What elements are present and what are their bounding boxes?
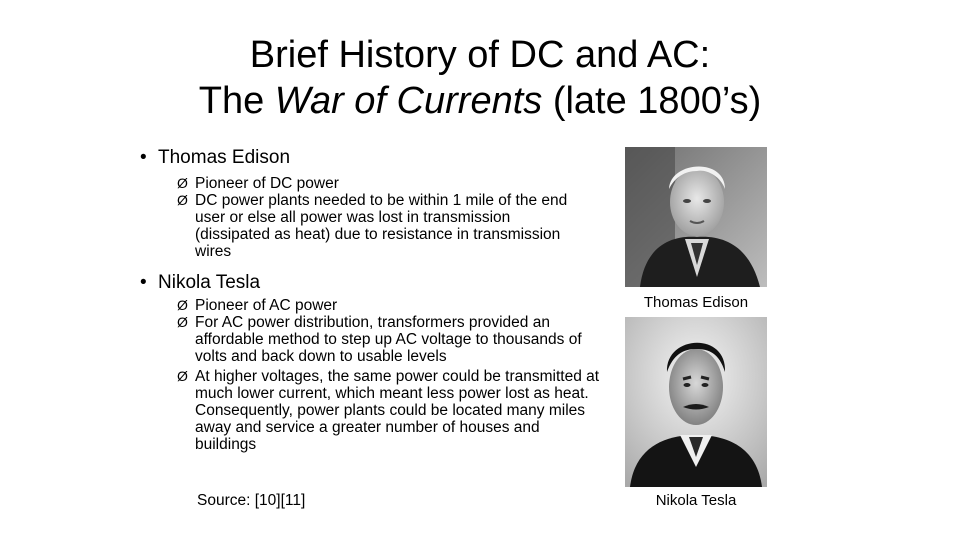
- arrow-bullet-icon: Ø: [177, 192, 188, 208]
- tesla-caption: Nikola Tesla: [655, 492, 737, 509]
- title-line-2-italic: War of Currents: [274, 80, 543, 122]
- tesla-point-2: Ø For AC power distribution, transformers provided an affordable method to step up AC voltage to thousands of volts and back down to usable levels: [177, 314, 582, 365]
- bullet-icon: •: [140, 272, 147, 293]
- edison-portrait-image: [625, 147, 767, 287]
- arrow-bullet-icon: Ø: [177, 314, 188, 330]
- edison-point-2: Ø DC power plants needed to be within 1 mile of the end user or else all power was lost in transmission (dissipated as heat) due to resistance in transmission wires: [177, 192, 568, 260]
- bullet-icon: •: [140, 147, 147, 168]
- arrow-bullet-icon: Ø: [177, 368, 188, 384]
- title-line-1: Brief History of DC and AC:: [249, 34, 711, 76]
- tesla-photo: [625, 317, 767, 487]
- tesla-portrait-image: [625, 317, 767, 487]
- edison-points: [177, 175, 587, 260]
- bullet-edison: [140, 147, 290, 169]
- tesla-heading: Nikola Tesla: [158, 272, 261, 293]
- edison-caption: Thomas Edison: [643, 294, 749, 311]
- title-line-2-suffix: (late 1800’s): [542, 80, 762, 122]
- slide-title: [0, 32, 960, 124]
- title-line-2-prefix: The: [198, 80, 275, 122]
- edison-point-1: Ø Pioneer of DC power: [177, 175, 339, 192]
- tesla-point-1: Ø Pioneer of AC power: [177, 297, 338, 314]
- arrow-bullet-icon: Ø: [177, 297, 188, 313]
- tesla-point-3: Ø At higher voltages, the same power could be transmitted at much lower current, which meant less power lost as heat. Consequently, power plants could be located many miles away and service a greater number of houses and buildings: [177, 368, 600, 453]
- edison-heading: Thomas Edison: [158, 147, 291, 168]
- edison-photo: [625, 147, 767, 287]
- bullet-tesla: [140, 272, 260, 294]
- source-citation: Source: [10][11]: [197, 492, 306, 509]
- title-line-2: [0, 78, 960, 124]
- arrow-bullet-icon: Ø: [177, 175, 188, 191]
- tesla-points: [177, 297, 602, 453]
